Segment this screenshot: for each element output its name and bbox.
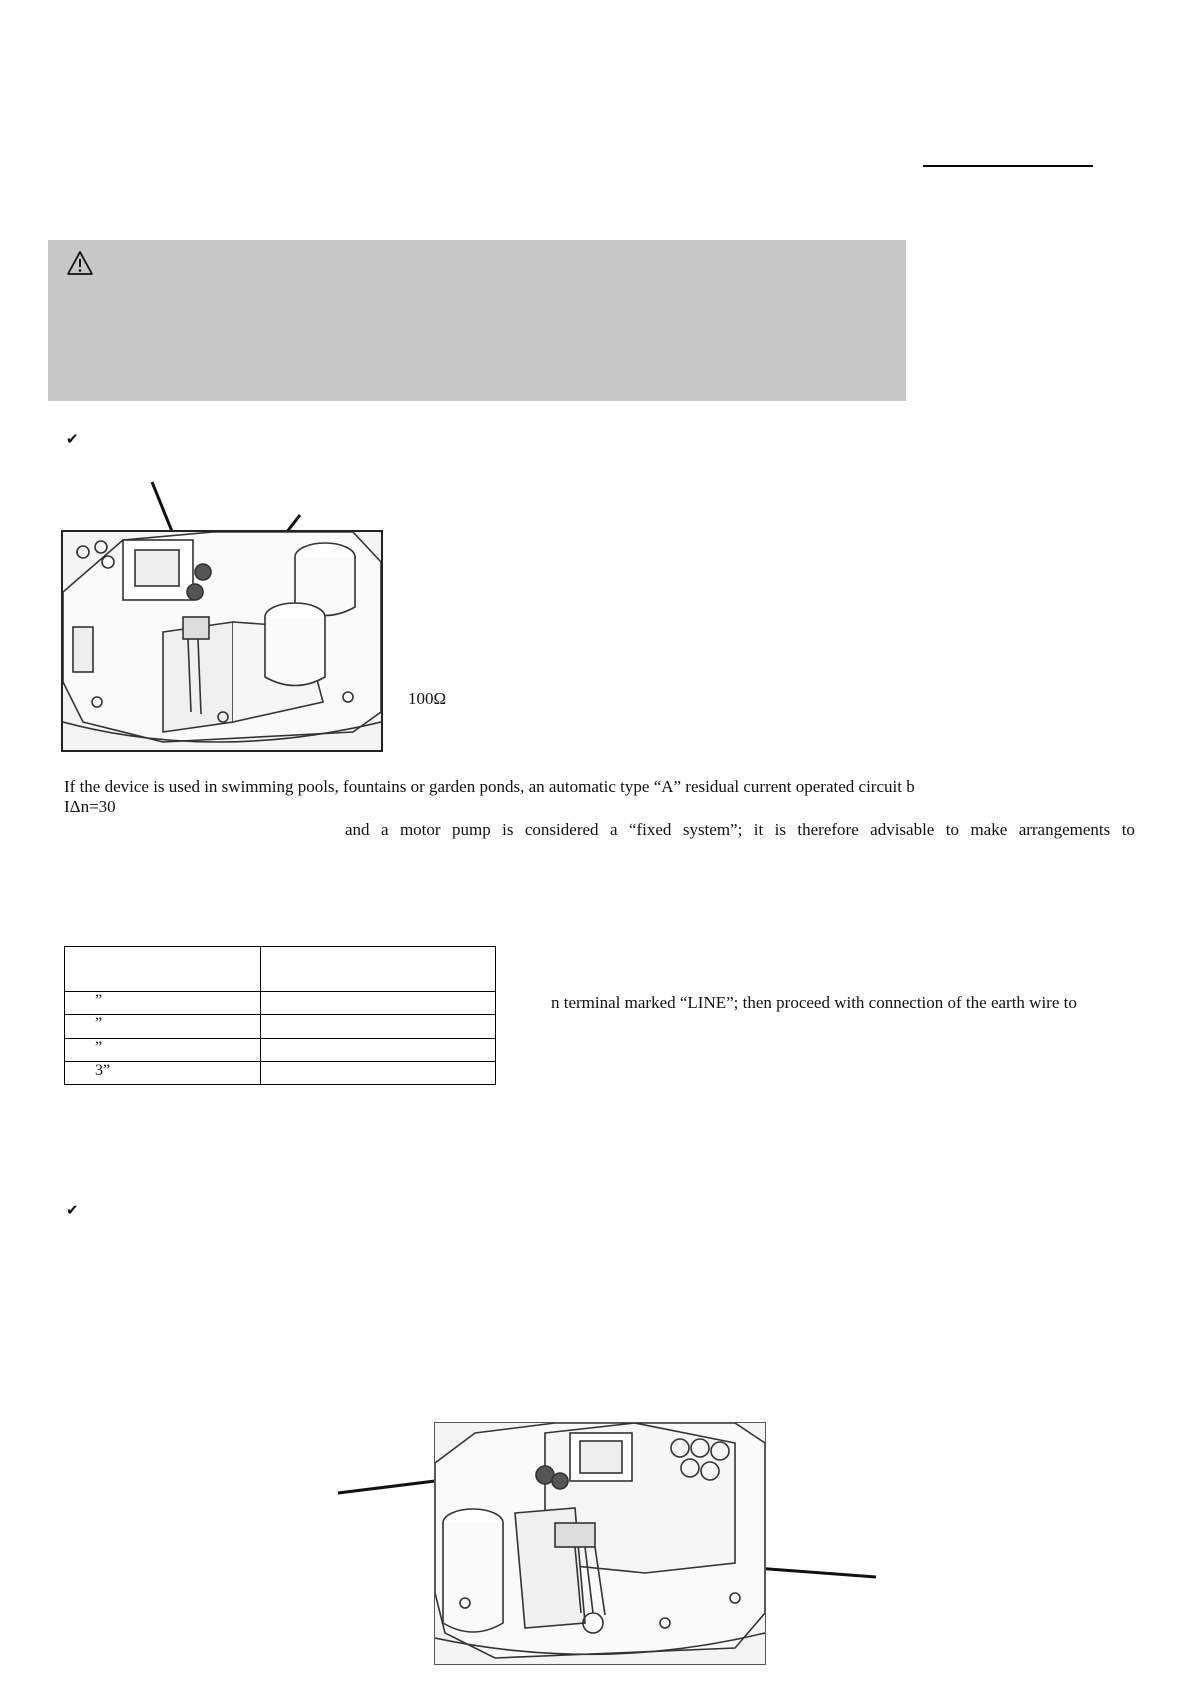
paragraph-word: arrangements xyxy=(1018,820,1111,839)
paragraph-word: and xyxy=(345,820,370,839)
diameter-table xyxy=(64,946,496,1085)
table-header-cell xyxy=(65,947,261,992)
paragraph-word: to xyxy=(945,820,960,839)
paragraph-word: make xyxy=(970,820,1008,839)
table-header-cell xyxy=(261,947,496,992)
paragraph-word: is xyxy=(502,820,514,839)
rcd-paragraph-line-3 xyxy=(345,820,1135,839)
line-terminal-text: n terminal marked “LINE”; then proceed with connection of the earth wire to xyxy=(551,993,1077,1012)
check-bullet-icon: ✔ xyxy=(66,1201,79,1219)
device-wiring-drawing xyxy=(435,1423,765,1664)
paragraph-word: “fixed xyxy=(628,820,672,839)
resistance-label: 100Ω xyxy=(408,689,447,708)
table-cell: ” xyxy=(95,1038,103,1056)
device-interior-photo xyxy=(61,530,383,752)
table-row xyxy=(65,992,496,1015)
paragraph-word: advisable xyxy=(870,820,935,839)
paragraph-word: considered xyxy=(524,820,599,839)
device-wiring-photo xyxy=(434,1422,766,1665)
table-cell: ” xyxy=(95,992,103,1010)
rcd-paragraph-line-2: IΔn=30 xyxy=(64,797,116,816)
rcd-paragraph-line-1: If the device is used in swimming pools, fountains or garden ponds, an automatic type “A” residual current operated circuit b xyxy=(64,777,915,796)
paragraph-word: pump xyxy=(451,820,491,839)
table-row xyxy=(65,1061,496,1084)
paragraph-word: a xyxy=(380,820,389,839)
paragraph-word: to xyxy=(1121,820,1135,839)
table-row xyxy=(65,1015,496,1038)
paragraph-word: motor xyxy=(399,820,441,839)
table-cell: 3” xyxy=(95,1061,111,1079)
paragraph-word: is xyxy=(774,820,786,839)
paragraph-word: system”; xyxy=(682,820,743,839)
paragraph-word: a xyxy=(609,820,618,839)
table-cell: ” xyxy=(95,1015,103,1033)
check-bullet-icon: ✔ xyxy=(66,430,79,448)
paragraph-word: it xyxy=(753,820,764,839)
table-row xyxy=(65,1038,496,1061)
paragraph-word: therefore xyxy=(797,820,859,839)
device-interior-drawing xyxy=(63,532,381,750)
